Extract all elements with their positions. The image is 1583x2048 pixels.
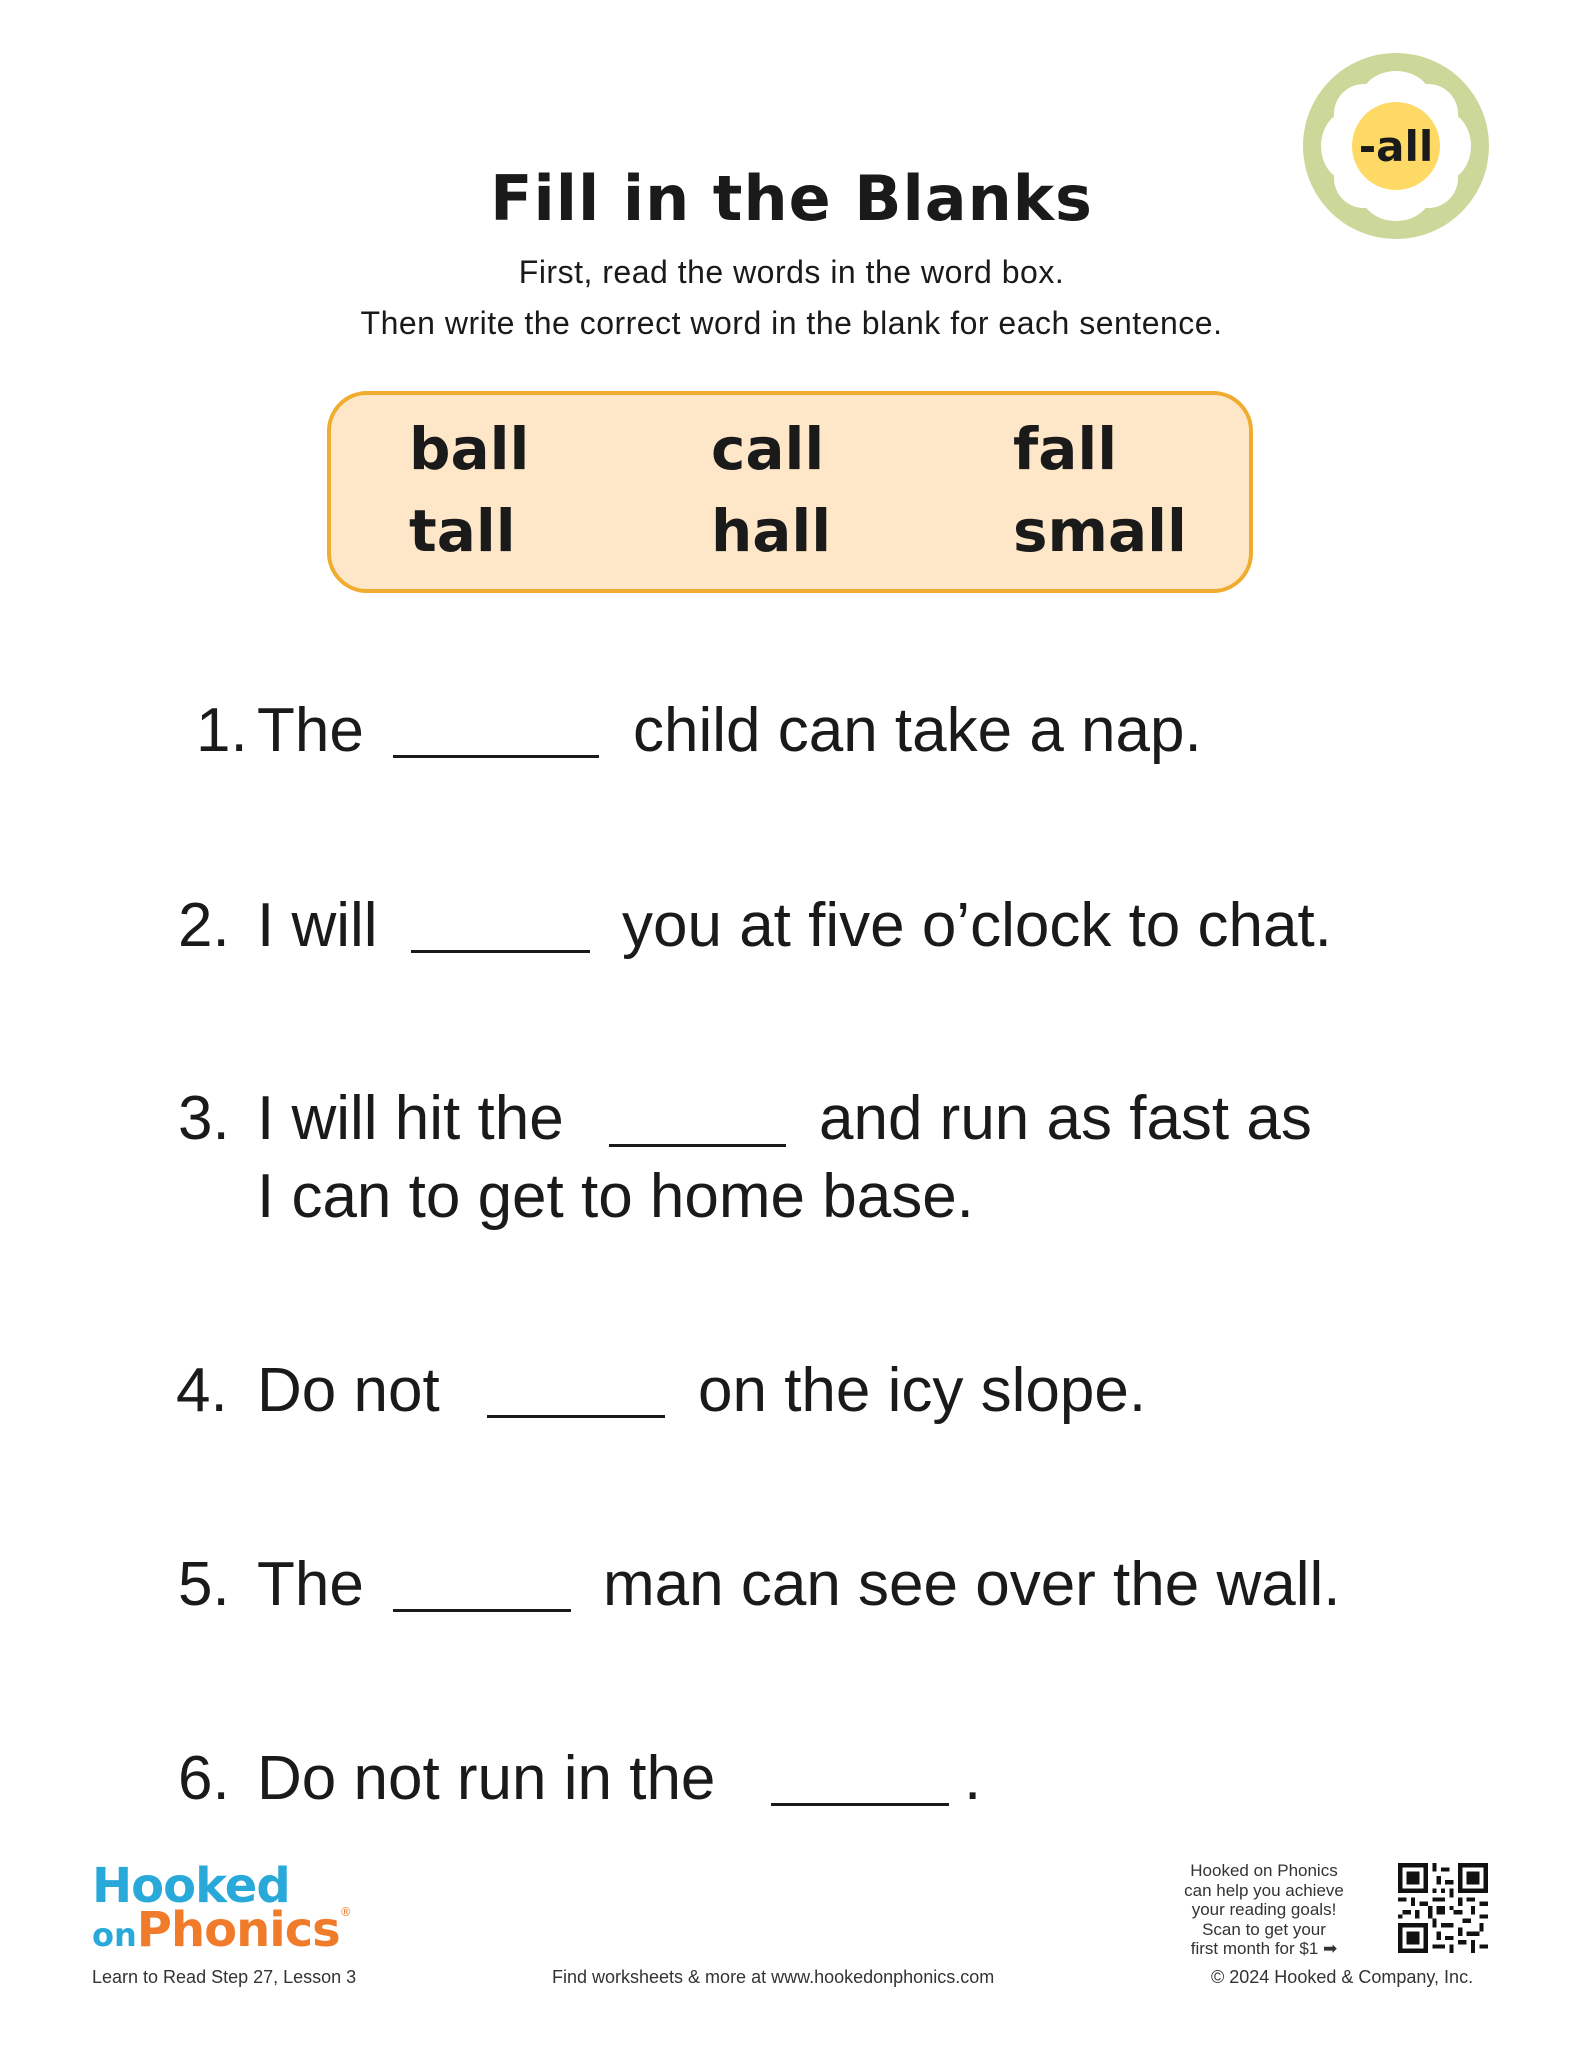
word-box-word: call: [711, 415, 825, 483]
sentence-text-after: on the icy slope.: [698, 1356, 1147, 1425]
sentence-text-before: I will: [257, 891, 378, 960]
sentence-number: 2.: [178, 891, 230, 960]
sentence-number: 1.: [196, 696, 248, 765]
answer-blank[interactable]: [411, 950, 590, 953]
sentence-number: 6.: [178, 1744, 230, 1813]
copyright: © 2024 Hooked & Company, Inc.: [1211, 1967, 1474, 1987]
page-title: Fill in the Blanks: [490, 162, 1093, 235]
word-box-word: hall: [711, 497, 832, 565]
promo-line: first month for $1 ➡: [1190, 1939, 1338, 1958]
sentence-text-after: child can take a nap.: [633, 696, 1202, 765]
promo-line: your reading goals!: [1191, 1900, 1337, 1919]
word-box-word: tall: [409, 497, 516, 565]
hooked-on-phonics-logo: [92, 1858, 352, 1958]
answer-blank[interactable]: [393, 1609, 571, 1612]
sentence-text-after: and run as fast as: [819, 1084, 1312, 1153]
word-box-word: small: [1013, 497, 1187, 565]
answer-blank[interactable]: [487, 1415, 665, 1418]
sentence-text-before: Do not: [257, 1356, 440, 1425]
qr-code-icon[interactable]: [1398, 1863, 1488, 1953]
logo-on: on: [92, 1916, 137, 1954]
badge-label: -all: [1358, 122, 1434, 171]
sentence-text-before: I will hit the: [257, 1084, 564, 1153]
website-link[interactable]: Find worksheets & more at www.hookedonphonics.com: [552, 1967, 995, 1987]
sentence-number: 5.: [178, 1550, 230, 1619]
sentence-number: 4.: [176, 1356, 228, 1425]
lesson-label: Learn to Read Step 27, Lesson 3: [92, 1967, 357, 1987]
promo-line: can help you achieve: [1184, 1880, 1344, 1900]
word-box-word: ball: [409, 415, 530, 483]
sentence-text-after: man can see over the wall.: [603, 1550, 1341, 1619]
sentence-text-after: .: [964, 1744, 982, 1813]
sentence-number: 3.: [178, 1084, 230, 1153]
answer-blank[interactable]: [771, 1803, 949, 1806]
sentence-continuation: I can to get to home base.: [257, 1162, 974, 1231]
answer-blank[interactable]: [609, 1144, 786, 1147]
instruction-line-1: First, read the words in the word box.: [518, 254, 1065, 290]
sentence-text-before: Do not run in the: [257, 1744, 716, 1813]
logo-registered-mark: ®: [339, 1905, 352, 1919]
sentence-text-before: The: [257, 696, 364, 765]
answer-blank[interactable]: [393, 755, 599, 758]
promo-line: Hooked on Phonics: [1190, 1861, 1338, 1880]
word-box-word: fall: [1013, 415, 1118, 483]
instruction-line-2: Then write the correct word in the blank for each sentence.: [360, 305, 1223, 341]
logo-phonics: Phonics: [136, 1902, 340, 1958]
promo-text: [1150, 1861, 1378, 1959]
promo-line: Scan to get your: [1202, 1919, 1326, 1939]
sentence-text-after: you at five o’clock to chat.: [622, 891, 1332, 960]
logo-hooked: Hooked: [92, 1858, 290, 1914]
sentence-text-before: The: [257, 1550, 364, 1619]
